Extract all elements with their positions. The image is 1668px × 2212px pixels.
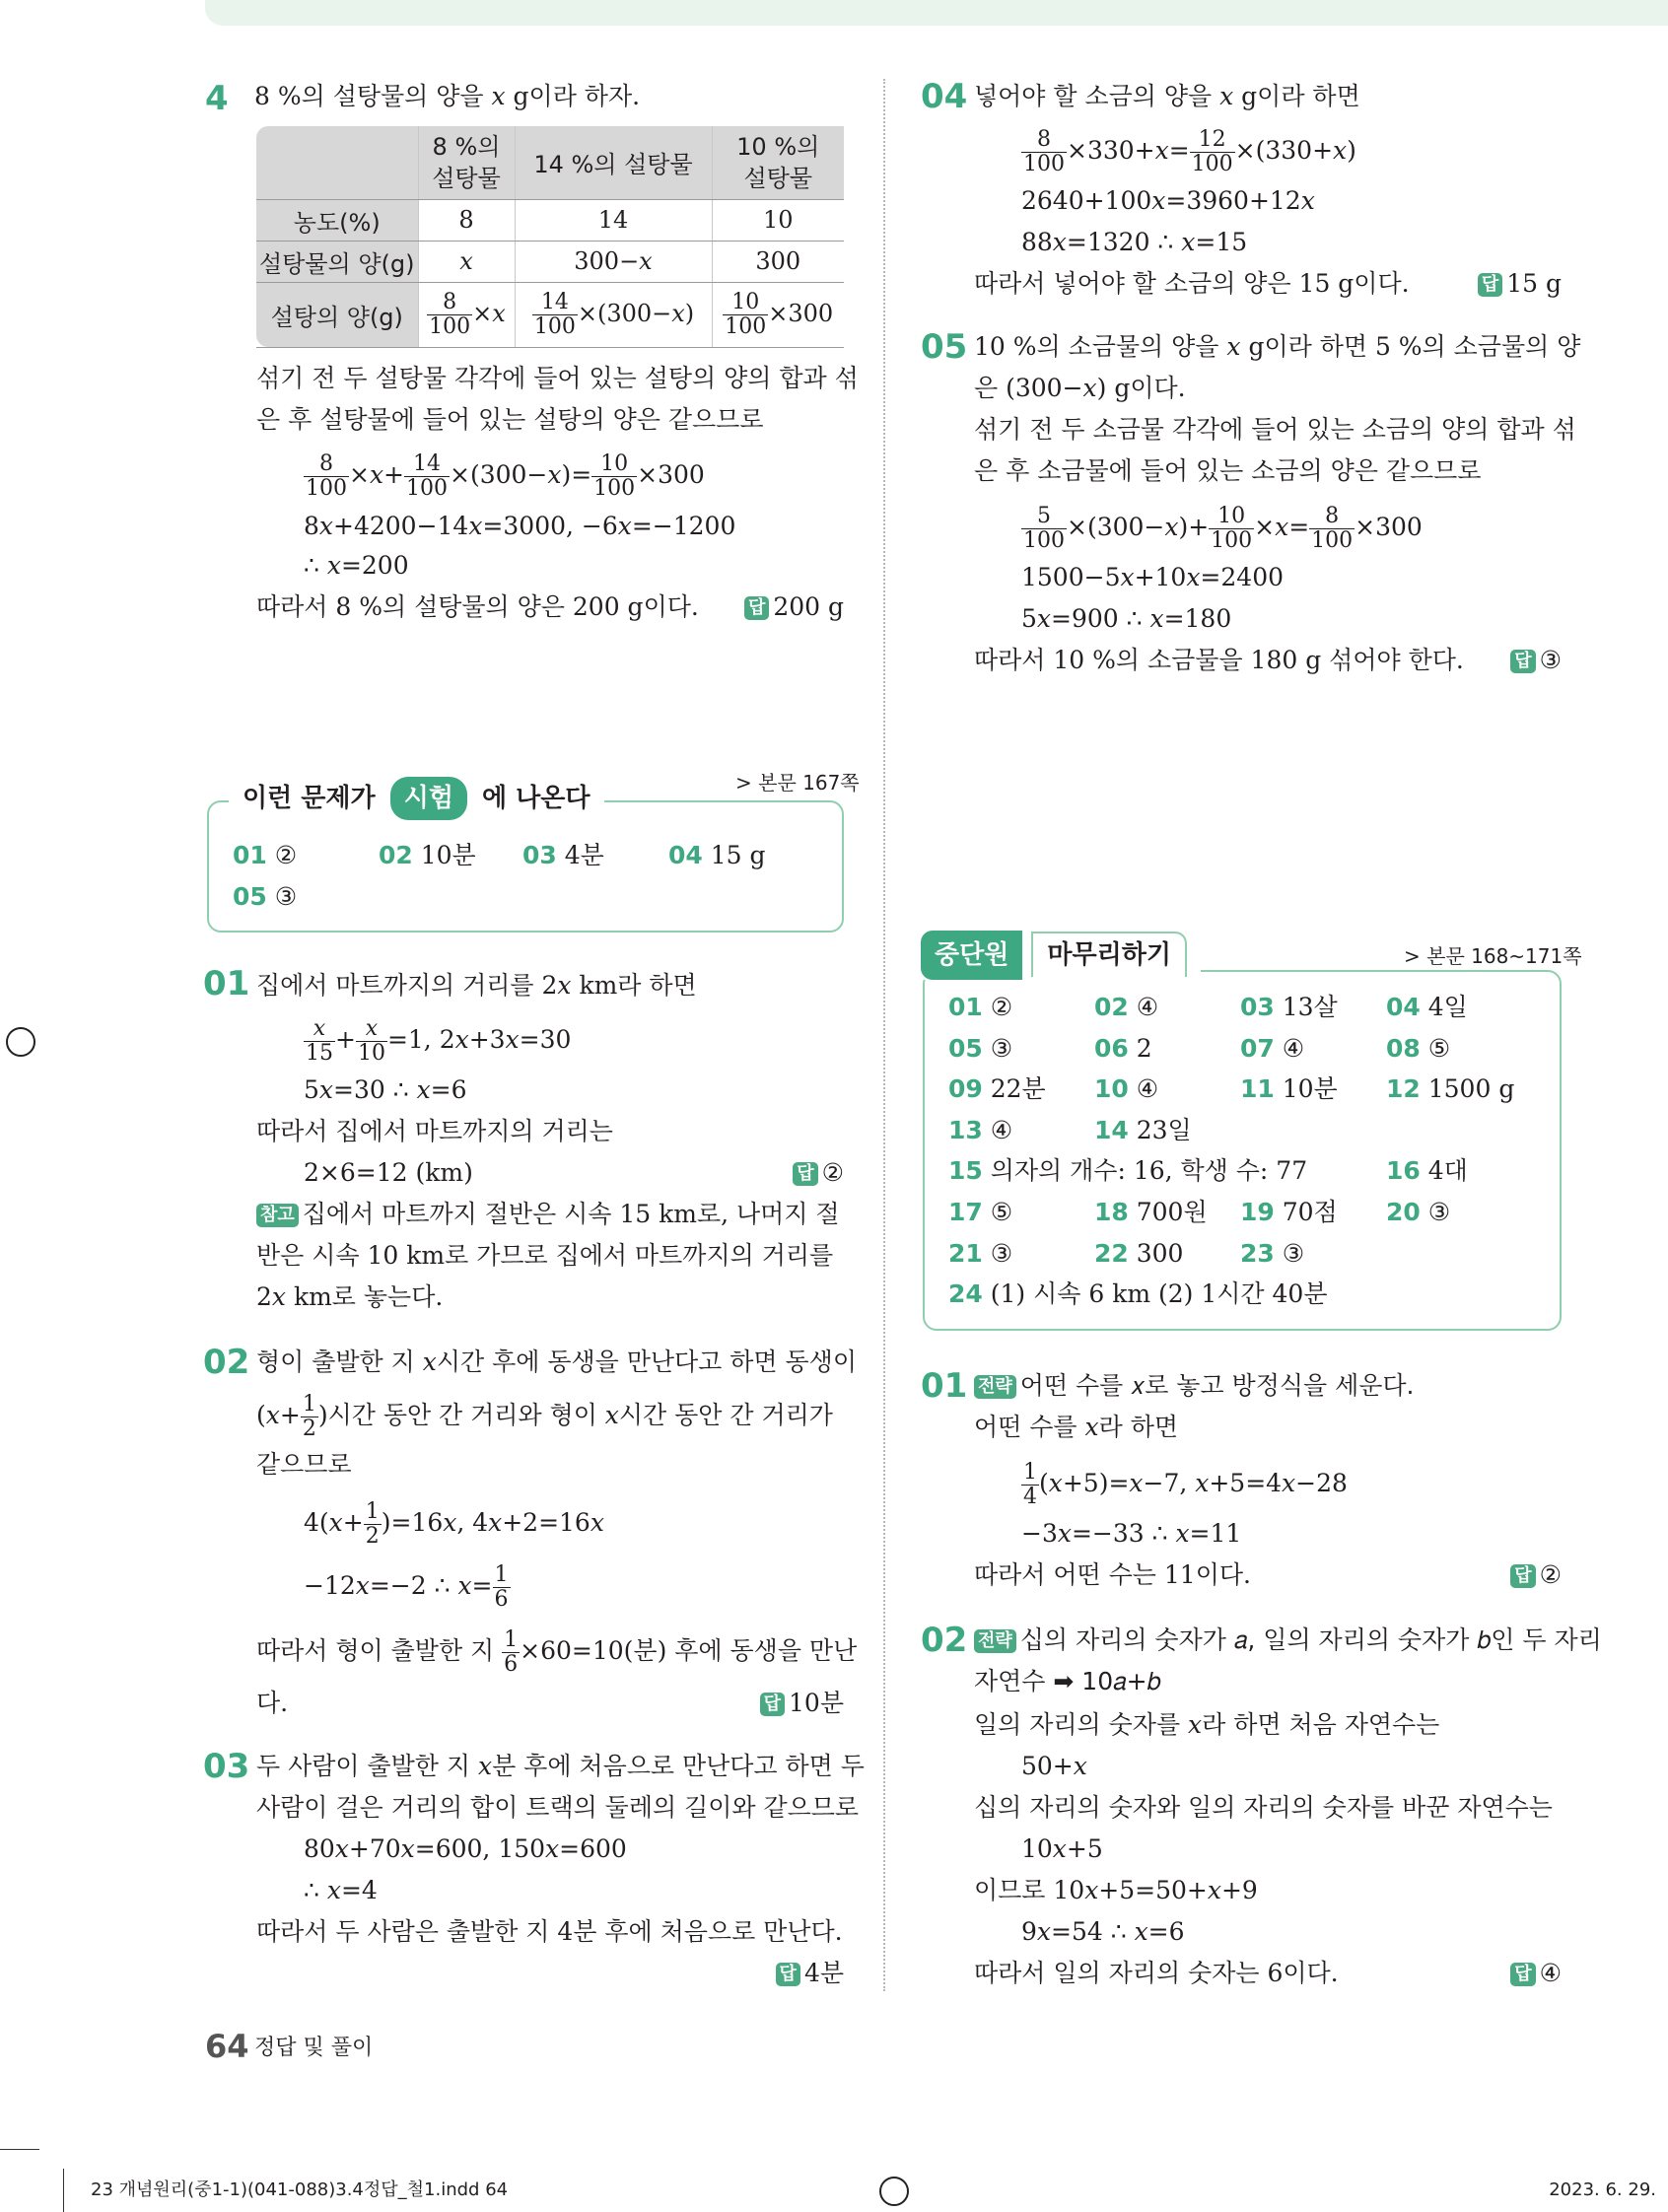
review-answer-item: 15 의자의 개수: 16, 학생 수: 77 bbox=[948, 1156, 1308, 1186]
strategy-badge: 전략 bbox=[974, 1375, 1016, 1399]
exam-answer-item: 03 4분 bbox=[522, 841, 604, 869]
review-box-title: 중단원 마무리하기 bbox=[921, 931, 1201, 980]
exam-answer-item: 04 15 g bbox=[668, 841, 766, 869]
print-date: 2023. 6. 29. bbox=[1549, 2179, 1656, 2200]
question-01-equation: $\frac{\text{𝑥}}{15}$ + $\frac{\text{𝑥}}{10}$ =1, 2𝑥+3𝑥=30 bbox=[306, 1016, 572, 1066]
question-04-equation: 88𝑥=1320 ∴ 𝑥=15 bbox=[1021, 228, 1248, 256]
review-02-number: 02 bbox=[921, 1621, 968, 1660]
review-answer-item: 07 ④ bbox=[1240, 1033, 1305, 1063]
question-05-equation: $\frac{5}{100}$ ×(300−𝑥)+ $\frac{10}{100}$ ×𝑥= $\frac{8}{100}$ ×300 bbox=[1023, 504, 1423, 553]
question-02-equation: 4(𝑥+ $\frac{1}{2}$ )=16𝑥, 4𝑥+2=16𝑥 bbox=[304, 1499, 604, 1549]
problem-4-text: 은 후 설탕물에 들어 있는 설탕의 양은 같으므로 bbox=[256, 405, 764, 434]
review-answer-item: 08 ⑤ bbox=[1386, 1033, 1451, 1063]
row-concentration-label: 농도(%) bbox=[256, 199, 418, 241]
file-info: 23 개념원리(중1-1)(041-088)3.4정답_철1.indd 64 bbox=[91, 2179, 509, 2200]
cell: 300−𝑥 bbox=[515, 241, 712, 282]
cell-sugar-10: $\frac{10}{100}$ ×300 bbox=[712, 282, 844, 347]
review-02-line: 일의 자리의 숫자를 𝑥라 하면 처음 자연수는 bbox=[974, 1710, 1440, 1739]
question-05-equation: 1500−5𝑥+10𝑥=2400 bbox=[1021, 563, 1285, 591]
cell: 14 bbox=[515, 199, 712, 241]
answer-badge: 답 bbox=[1478, 273, 1502, 297]
review-02-line: 이므로 10𝑥+5=50+𝑥+9 bbox=[974, 1876, 1258, 1904]
answer-badge: 답 bbox=[1510, 650, 1535, 673]
question-03-conclusion: 따라서 두 사람은 출발한 지 4분 후에 처음으로 만난다. bbox=[256, 1917, 843, 1946]
problem-4-equation: 8𝑥+4200−14𝑥=3000, −6𝑥=−1200 bbox=[304, 512, 736, 540]
cell: 𝑥 bbox=[418, 241, 515, 282]
question-03-number: 03 bbox=[203, 1747, 250, 1786]
review-box-ref: > 본문 168~171쪽 bbox=[1404, 944, 1582, 968]
top-band bbox=[205, 0, 1668, 26]
answer-badge: 답 bbox=[776, 1963, 800, 1986]
review-02-strategy: 자연수 ➡ 10𝑎+𝑏 bbox=[974, 1667, 1161, 1695]
problem-4-intro: 8 %의 설탕물의 양을 𝑥 g이라 하자. bbox=[254, 82, 641, 110]
question-05-answer: 답 ③ bbox=[1510, 645, 1562, 676]
review-01-conclusion: 따라서 어떤 수는 11이다. bbox=[974, 1560, 1251, 1589]
review-02-line: 십의 자리의 숫자와 일의 자리의 숫자를 바꾼 자연수는 bbox=[974, 1793, 1553, 1822]
review-01-answer: 답 ② bbox=[1510, 1559, 1562, 1591]
review-answer-item: 04 4일 bbox=[1386, 993, 1468, 1021]
review-answer-item: 13 ④ bbox=[948, 1115, 1013, 1144]
question-02-intro: 같으므로 bbox=[256, 1450, 352, 1479]
note-badge: 참고 bbox=[256, 1204, 299, 1227]
question-03-intro: 사람이 걸은 거리의 합이 트랙의 둘레의 길이와 같으므로 bbox=[256, 1793, 860, 1822]
review-answer-item: 05 ③ bbox=[948, 1033, 1013, 1063]
question-01-answer: 답 ② bbox=[793, 1157, 844, 1189]
question-05-conclusion: 따라서 10 %의 소금물을 180 g 섞어야 한다. bbox=[974, 646, 1464, 674]
col-8-header-2: 설탕물 bbox=[432, 164, 501, 192]
review-answer-item: 11 10분 bbox=[1240, 1074, 1338, 1104]
question-05-intro: 10 %의 소금물의 양을 𝑥 g이라 하면 5 %의 소금물의 양 bbox=[974, 332, 1581, 361]
review-01-equation: −3𝑥=−33 ∴ 𝑥=11 bbox=[1021, 1519, 1242, 1548]
concentration-table bbox=[256, 126, 844, 348]
question-04-number: 04 bbox=[921, 77, 968, 116]
question-03-intro: 두 사람이 출발한 지 𝑥분 후에 처음으로 만난다고 하면 두 bbox=[256, 1752, 865, 1780]
review-01-number: 01 bbox=[921, 1366, 968, 1406]
cell: 300 bbox=[712, 241, 844, 282]
question-05-text: 섞기 전 두 소금물 각각에 들어 있는 소금의 양의 합과 섞 bbox=[974, 415, 1576, 444]
row-solution-label: 설탕물의 양(g) bbox=[256, 241, 418, 282]
crop-line bbox=[63, 2169, 64, 2212]
page-label: 정답 및 풀이 bbox=[254, 2036, 374, 2060]
question-05-text: 은 후 소금물에 들어 있는 소금의 양은 같으므로 bbox=[974, 456, 1482, 485]
exam-answer-item: 02 10분 bbox=[379, 841, 476, 869]
column-divider bbox=[883, 79, 885, 1991]
review-answer-item: 22 300 bbox=[1094, 1238, 1184, 1268]
review-answer-item: 09 22분 bbox=[948, 1074, 1046, 1104]
question-02-equation: −12𝑥=−2 ∴ 𝑥= $\frac{1}{6}$ bbox=[304, 1562, 509, 1612]
question-04-equation: 2640+100𝑥=3960+12𝑥 bbox=[1021, 186, 1315, 215]
review-01-equation: $\frac{1}{4}$ (𝑥+5)=𝑥−7, 𝑥+5=4𝑥−28 bbox=[1023, 1460, 1348, 1509]
review-answer-item: 18 700원 bbox=[1094, 1198, 1208, 1226]
cell-sugar-14: $\frac{14}{100}$ ×(300−𝑥) bbox=[515, 282, 712, 347]
problem-4-number: 4 bbox=[205, 79, 229, 118]
col-14-header: 14 %의 설탕물 bbox=[533, 151, 693, 179]
review-02-conclusion: 따라서 일의 자리의 숫자는 6이다. bbox=[974, 1959, 1339, 1987]
cell: 8 bbox=[418, 199, 515, 241]
question-02-answer: 답 10분 bbox=[760, 1688, 844, 1719]
problem-4-equation: ∴ 𝑥=200 bbox=[304, 551, 409, 580]
review-box bbox=[923, 970, 1562, 1331]
review-02-strategy: 전략 십의 자리의 숫자가 𝑎, 일의 자리의 숫자가 𝑏인 두 자리 bbox=[974, 1624, 1602, 1656]
problem-4-equation: $\frac{8}{100}$ ×𝑥+ $\frac{14}{100}$ ×(300−𝑥)= $\frac{10}{100}$ ×300 bbox=[306, 451, 705, 501]
question-04-conclusion: 따라서 넣어야 할 소금의 양은 15 g이다. bbox=[974, 269, 1410, 298]
review-answer-item: 20 ③ bbox=[1386, 1198, 1451, 1226]
review-answer-item: 06 2 bbox=[1094, 1033, 1152, 1063]
exam-box-title: 이런 문제가 시험 에 나온다 bbox=[229, 777, 604, 820]
question-02-intro: 형이 출발한 지 𝑥시간 후에 동생을 만난다고 하면 동생이 bbox=[256, 1348, 857, 1376]
question-04-answer: 답 15 g bbox=[1478, 268, 1562, 300]
question-05-number: 05 bbox=[921, 327, 968, 367]
review-answer-item: 17 ⑤ bbox=[948, 1198, 1013, 1226]
question-05-intro: 은 (300−𝑥) g이다. bbox=[974, 374, 1186, 402]
answer-badge: 답 bbox=[744, 596, 769, 620]
crop-line bbox=[0, 2149, 39, 2150]
question-01-note: 2𝑥 km로 놓는다. bbox=[256, 1282, 444, 1311]
question-01-number: 01 bbox=[203, 964, 250, 1003]
answer-badge: 답 bbox=[1510, 1564, 1535, 1588]
review-answer-item: 02 ④ bbox=[1094, 993, 1159, 1021]
exam-answer-item: 05 ③ bbox=[233, 882, 298, 911]
review-answer-item: 23 ③ bbox=[1240, 1238, 1305, 1268]
question-02-number: 02 bbox=[203, 1343, 250, 1382]
review-02-line: 50+𝑥 bbox=[1021, 1752, 1087, 1780]
row-sugar-label: 설탕의 양(g) bbox=[256, 282, 418, 347]
cell-sugar-8: $\frac{8}{100}$ ×𝑥 bbox=[418, 282, 515, 347]
review-answer-item: 01 ② bbox=[948, 993, 1013, 1021]
answer-badge: 답 bbox=[1510, 1963, 1535, 1986]
review-01-intro: 어떤 수를 𝑥라 하면 bbox=[974, 1413, 1178, 1441]
question-01-note: 반은 시속 10 km로 가므로 집에서 마트까지의 거리를 bbox=[256, 1241, 834, 1270]
col-10-header-2: 설탕물 bbox=[743, 164, 813, 192]
question-04-equation: $\frac{8}{100}$ ×330+𝑥= $\frac{12}{100}$ ×(330+𝑥) bbox=[1023, 127, 1356, 176]
problem-4-conclusion: 따라서 8 %의 설탕물의 양은 200 g이다. bbox=[256, 592, 699, 621]
cell: 10 bbox=[712, 199, 844, 241]
answer-badge: 답 bbox=[793, 1162, 817, 1186]
page-number: 64 bbox=[205, 2028, 249, 2065]
question-02-conclusion: 다. bbox=[256, 1689, 289, 1717]
question-01-equation: 5𝑥=30 ∴ 𝑥=6 bbox=[304, 1075, 467, 1104]
review-02-line: 9𝑥=54 ∴ 𝑥=6 bbox=[1021, 1917, 1185, 1946]
question-04-intro: 넣어야 할 소금의 양을 𝑥 g이라 하면 bbox=[974, 82, 1360, 110]
registration-mark bbox=[879, 2177, 909, 2206]
answer-badge: 답 bbox=[760, 1693, 785, 1716]
question-02-conclusion: 따라서 형이 출발한 지 $\frac{1}{6}$ ×60=10(분) 후에 동생을 만난 bbox=[256, 1627, 858, 1677]
review-answer-item: 12 1500 g bbox=[1386, 1074, 1515, 1104]
review-answer-item: 19 70점 bbox=[1240, 1198, 1338, 1226]
review-answer-item: 21 ③ bbox=[948, 1238, 1013, 1268]
col-8-header: 8 %의 bbox=[432, 132, 501, 161]
strategy-badge: 전략 bbox=[974, 1629, 1016, 1653]
problem-4-text: 섞기 전 두 설탕물 각각에 들어 있는 설탕의 양의 합과 섞 bbox=[256, 364, 859, 392]
problem-4-answer: 답 200 g bbox=[744, 591, 844, 623]
question-01-conclusion: 따라서 집에서 마트까지의 거리는 bbox=[256, 1117, 613, 1145]
review-02-line: 10𝑥+5 bbox=[1021, 1834, 1103, 1863]
review-answer-item: 03 13살 bbox=[1240, 993, 1338, 1021]
review-01-strategy: 전략 어떤 수를 𝑥로 놓고 방정식을 세운다. bbox=[974, 1370, 1415, 1402]
review-answer-item: 10 ④ bbox=[1094, 1074, 1159, 1104]
col-10-header: 10 %의 bbox=[736, 132, 820, 161]
review-02-answer: 답 ④ bbox=[1510, 1958, 1562, 1989]
question-03-answer: 답 4분 bbox=[776, 1958, 844, 1989]
review-answer-item: 16 4대 bbox=[1386, 1156, 1468, 1186]
registration-mark bbox=[6, 1027, 35, 1057]
exam-answer-item: 01 ② bbox=[233, 841, 298, 869]
question-01-conclusion: 2×6=12 (km) bbox=[304, 1158, 473, 1187]
question-01-intro: 집에서 마트까지의 거리를 2𝑥 km라 하면 bbox=[256, 971, 697, 1000]
review-answer-item: 14 23일 bbox=[1094, 1115, 1192, 1144]
exam-box-ref: > 본문 167쪽 bbox=[735, 771, 860, 795]
question-03-equation: 80𝑥+70𝑥=600, 150𝑥=600 bbox=[304, 1834, 627, 1863]
review-answer-item: 24 (1) 시속 6 km (2) 1시간 40분 bbox=[948, 1279, 1328, 1309]
question-02-intro: (𝑥+ $\frac{1}{2}$ )시간 동안 간 거리와 형이 𝑥시간 동안 간 거리가 bbox=[256, 1392, 833, 1441]
question-05-equation: 5𝑥=900 ∴ 𝑥=180 bbox=[1021, 604, 1232, 633]
question-03-equation: ∴ 𝑥=4 bbox=[304, 1876, 378, 1904]
question-01-note: 참고 집에서 마트까지 절반은 시속 15 km로, 나머지 절 bbox=[256, 1199, 840, 1230]
